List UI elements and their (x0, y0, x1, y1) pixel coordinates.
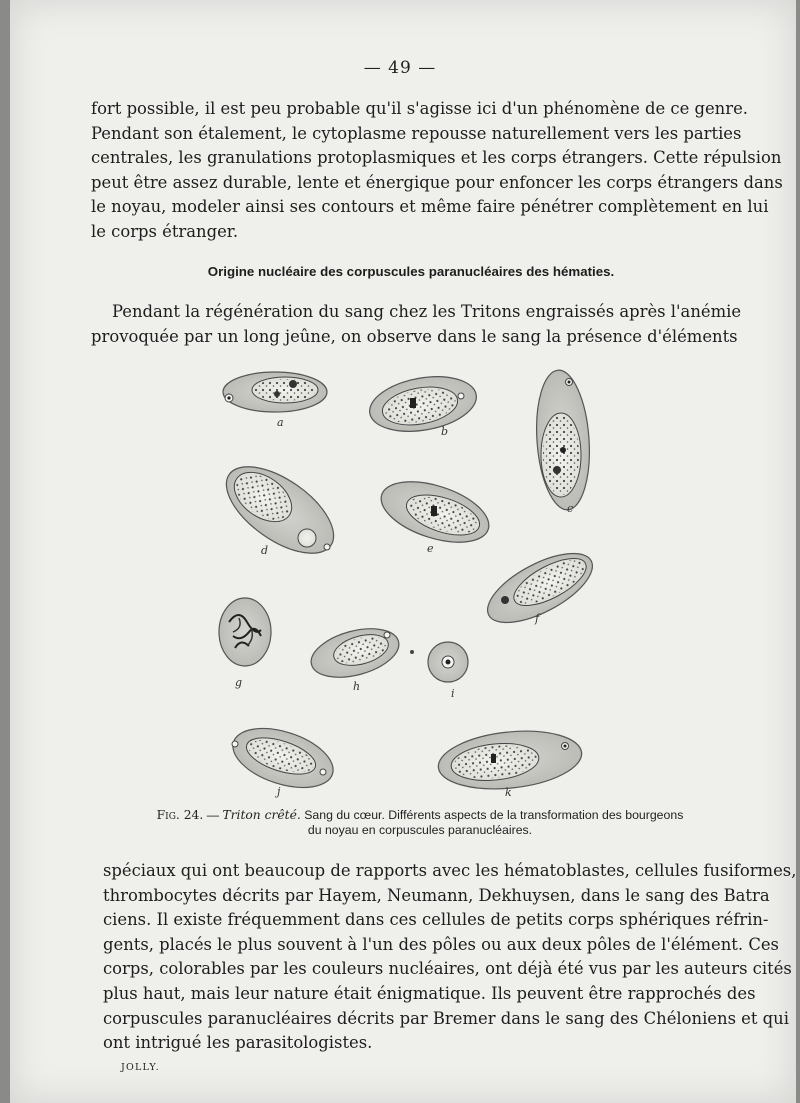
label-e: e (427, 542, 434, 555)
cell-b (365, 369, 480, 439)
text-line: ciens. Il existe fréquemment dans ces cellules de petits corps sphériques réfrin- (103, 910, 769, 930)
text-line: Pendant son étalement, le cytoplasme repousse naturellement vers les parties (91, 123, 742, 143)
label-b: b (441, 425, 449, 438)
label-h: h (353, 680, 361, 693)
caption-text-2: du noyau en corpuscules paranucléaires. (307, 823, 533, 837)
cell-f (478, 540, 603, 637)
footer-author: JOLLY. (121, 1062, 160, 1073)
cell-d (212, 450, 348, 570)
paragraph-bottom (103, 859, 797, 1056)
caption-figure-label: Fig. 24. (156, 808, 204, 822)
text-line: plus haut, mais leur nature était énigmatique. Ils peuvent être rapprochés des (103, 983, 756, 1003)
cell-e (374, 470, 497, 555)
figure-caption (110, 808, 730, 838)
page-number: — 49 — (363, 58, 437, 78)
section-heading: Origine nucléaire des corpuscules paranucléaires des hématies. (207, 264, 615, 279)
label-i: i (451, 687, 455, 700)
label-c: c (567, 502, 574, 515)
text-line: spéciaux qui ont beaucoup de rapports avec les hématoblastes, cellules fusiformes, (103, 861, 797, 880)
text-line: corps, colorables par les couleurs nucléaires, ont déjà été vus par les auteurs cités (103, 959, 792, 979)
cell-k (435, 725, 584, 799)
label-g: g (235, 676, 243, 689)
caption-line-1 (110, 808, 730, 823)
text-line: fort possible, il est peu probable qu'il s'agisse ici d'un phénomène de ce genre. (91, 99, 748, 118)
paragraph-mid (91, 300, 742, 349)
text-line: le corps étranger. (91, 221, 239, 241)
text-line: peut être assez durable, lente et énergique pour enfoncer les corps étrangers dans (91, 172, 783, 192)
cell-h (306, 620, 414, 693)
label-j: j (277, 785, 281, 798)
caption-species: Triton crêté. (222, 808, 301, 822)
text-line: thrombocytes décrits par Hayem, Neumann, Dekhuysen, dans le sang des Batra (103, 885, 770, 905)
text-line: le noyau, modeler ainsi ses contours et même faire pénétrer complètement en lui (91, 197, 769, 217)
text-line: Pendant la régénération du sang chez les Tritons engraissés après l'anémie (112, 302, 742, 321)
text-line: gents, placés le plus souvent à l'un des pôles ou aux deux pôles de l'élément. Ces (103, 934, 779, 954)
paragraph-top (91, 97, 783, 245)
cell-a (223, 372, 327, 429)
cell-g (219, 598, 271, 689)
label-d: d (261, 544, 269, 557)
caption-dash: — (203, 808, 223, 822)
text-line: corpuscules paranucléaires décrits par Bremer dans le sang des Chéloniens et qui (103, 1008, 789, 1028)
caption-text-1: Sang du cœur. Différents aspects de la transformation des bourgeons (300, 808, 684, 822)
text-line: provoquée par un long jeûne, on observe dans le sang la présence d'éléments (91, 326, 738, 346)
cell-j (226, 717, 341, 799)
label-k: k (505, 786, 512, 799)
text-line: ont intrigué les parasitologistes. (103, 1033, 373, 1053)
text-line: centrales, les granulations protoplasmiques et les corps étrangers. Cette répulsion (91, 148, 782, 168)
cell-c (532, 368, 594, 515)
label-a: a (277, 416, 284, 429)
label-f: f (535, 612, 540, 625)
figure-blood-cells (205, 360, 615, 800)
cell-i (428, 642, 468, 700)
